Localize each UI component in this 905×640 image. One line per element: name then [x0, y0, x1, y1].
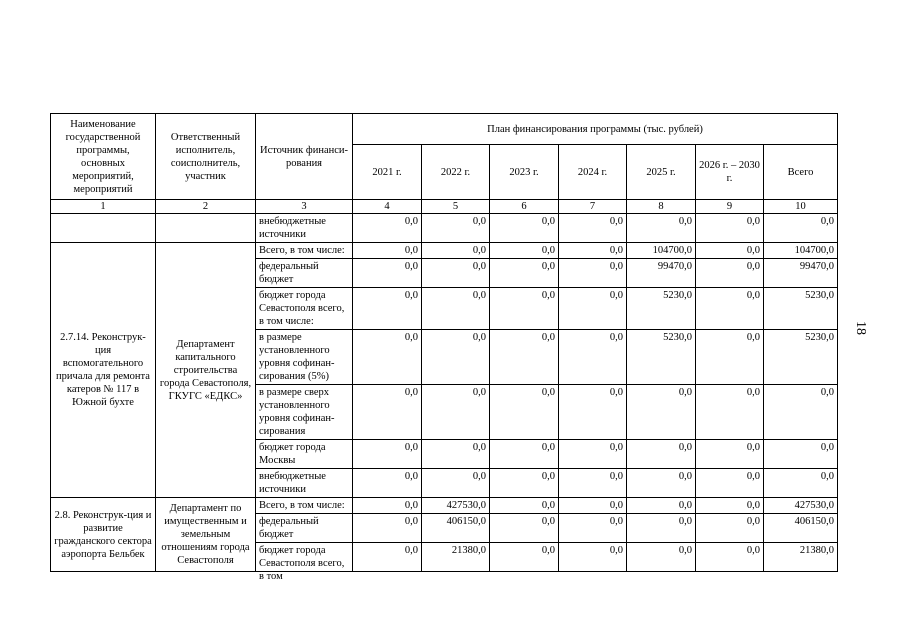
- column-index: 3: [256, 200, 353, 214]
- value-cell: 0,0: [696, 259, 764, 288]
- value-cell: 0,0: [627, 543, 696, 572]
- table-row: [51, 498, 838, 514]
- value-cell: 0,0: [696, 330, 764, 385]
- header-year: 2026 г. – 2030 г.: [696, 145, 764, 200]
- value-cell: 5230,0: [764, 288, 838, 330]
- executor-cell: Департамент капитального строительства города Севастополя, ГКУГС «ЕДКС»: [156, 243, 256, 498]
- value-cell: 0,0: [490, 385, 559, 440]
- value-cell: 0,0: [627, 498, 696, 514]
- header-total: Всего: [764, 145, 838, 200]
- header-year: 2022 г.: [422, 145, 490, 200]
- value-cell: 0,0: [490, 440, 559, 469]
- value-cell: 0,0: [490, 259, 559, 288]
- financing-table: [50, 113, 838, 582]
- program-name-cell: 2.8. Реконструк-ция и развитие гражданского сектора аэропорта Бельбек: [51, 498, 156, 572]
- source-cell: в размере сверх установленного уровня софинан-сирования: [256, 385, 353, 440]
- value-cell: 21380,0: [422, 543, 490, 572]
- column-index: 1: [51, 200, 156, 214]
- value-cell: 0,0: [353, 330, 422, 385]
- header-year: 2025 г.: [627, 145, 696, 200]
- value-cell: 104700,0: [764, 243, 838, 259]
- value-cell: 406150,0: [422, 514, 490, 543]
- value-cell: 0,0: [696, 243, 764, 259]
- value-cell: 0,0: [353, 243, 422, 259]
- source-cell: внебюджетные источники: [256, 214, 353, 243]
- value-cell: 5230,0: [764, 330, 838, 385]
- value-cell: 0,0: [696, 288, 764, 330]
- value-cell: 0,0: [490, 543, 559, 572]
- executor-cell-empty: [156, 214, 256, 243]
- value-cell: 427530,0: [764, 498, 838, 514]
- value-cell: 0,0: [353, 498, 422, 514]
- value-cell: 427530,0: [422, 498, 490, 514]
- value-cell: 5230,0: [627, 288, 696, 330]
- value-cell: 0,0: [490, 498, 559, 514]
- value-cell: 0,0: [353, 214, 422, 243]
- value-cell: 0,0: [353, 514, 422, 543]
- column-index: 10: [764, 200, 838, 214]
- header-year: 2024 г.: [559, 145, 627, 200]
- column-index: 5: [422, 200, 490, 214]
- value-cell: 0,0: [422, 440, 490, 469]
- value-cell: 0,0: [422, 288, 490, 330]
- value-cell: 0,0: [490, 330, 559, 385]
- value-cell: 0,0: [696, 498, 764, 514]
- value-cell: 0,0: [627, 214, 696, 243]
- source-cell: [256, 543, 353, 582]
- value-cell: 0,0: [696, 214, 764, 243]
- value-cell: 0,0: [627, 469, 696, 498]
- value-cell: 0,0: [696, 543, 764, 572]
- value-cell: 0,0: [353, 288, 422, 330]
- header-executor: Ответственный исполнитель, соисполнитель, участник: [156, 114, 256, 200]
- column-index: 2: [156, 200, 256, 214]
- column-index: 7: [559, 200, 627, 214]
- value-cell: 0,0: [627, 385, 696, 440]
- value-cell: 0,0: [490, 288, 559, 330]
- value-cell: 0,0: [559, 214, 627, 243]
- header-row: [51, 114, 838, 145]
- header-year: 2021 г.: [353, 145, 422, 200]
- value-cell: 0,0: [422, 259, 490, 288]
- value-cell: 0,0: [559, 543, 627, 572]
- value-cell: 0,0: [353, 385, 422, 440]
- source-cell: Всего, в том числе:: [256, 243, 353, 259]
- value-cell: 0,0: [627, 514, 696, 543]
- value-cell: 0,0: [764, 385, 838, 440]
- value-cell: 5230,0: [627, 330, 696, 385]
- value-cell: 0,0: [696, 514, 764, 543]
- value-cell: 0,0: [559, 440, 627, 469]
- value-cell: 0,0: [353, 469, 422, 498]
- source-cell: бюджет города Севастополя всего, в том числе:: [256, 288, 353, 330]
- value-cell: 0,0: [490, 469, 559, 498]
- value-cell: 104700,0: [627, 243, 696, 259]
- column-index: 6: [490, 200, 559, 214]
- value-cell: 0,0: [764, 469, 838, 498]
- source-cell: в размере установленного уровня софинан-сирования (5%): [256, 330, 353, 385]
- value-cell: 0,0: [764, 214, 838, 243]
- source-cell: Всего, в том числе:: [256, 498, 353, 514]
- value-cell: 0,0: [696, 469, 764, 498]
- value-cell: 0,0: [559, 498, 627, 514]
- source-cell: внебюджетные источники: [256, 469, 353, 498]
- value-cell: 0,0: [696, 385, 764, 440]
- value-cell: 0,0: [422, 243, 490, 259]
- value-cell: 0,0: [422, 214, 490, 243]
- value-cell: 0,0: [422, 330, 490, 385]
- header-plan-title: План финансирования программы (тыс. рублей): [353, 114, 838, 145]
- table-row: [51, 214, 838, 243]
- source-cell: бюджет города Москвы: [256, 440, 353, 469]
- value-cell: 99470,0: [627, 259, 696, 288]
- value-cell: 0,0: [559, 514, 627, 543]
- program-name-cell: 2.7.14. Реконструк-ция вспомогательного причала для ремонта катеров № 117 в Южной бухте: [51, 243, 156, 498]
- value-cell: 0,0: [559, 469, 627, 498]
- source-cell: федеральный бюджет: [256, 259, 353, 288]
- value-cell: 0,0: [353, 440, 422, 469]
- name-cell-empty: [51, 214, 156, 243]
- source-text: бюджет города Севастополя всего, в том: [259, 545, 345, 582]
- column-index-row: [51, 200, 838, 214]
- value-cell: 21380,0: [764, 543, 838, 572]
- value-cell: 0,0: [559, 243, 627, 259]
- value-cell: 0,0: [559, 385, 627, 440]
- column-index: 9: [696, 200, 764, 214]
- value-cell: 99470,0: [764, 259, 838, 288]
- value-cell: 0,0: [490, 214, 559, 243]
- executor-cell: Департамент по имущественным и земельным отношениям города Севастополя: [156, 498, 256, 572]
- page-number: 18: [853, 321, 868, 335]
- value-cell: 0,0: [559, 259, 627, 288]
- value-cell: 0,0: [490, 514, 559, 543]
- value-cell: 0,0: [696, 440, 764, 469]
- table-row: [51, 243, 838, 259]
- value-cell: 0,0: [353, 259, 422, 288]
- value-cell: 0,0: [559, 288, 627, 330]
- value-cell: 0,0: [559, 330, 627, 385]
- value-cell: 0,0: [764, 440, 838, 469]
- value-cell: 0,0: [422, 469, 490, 498]
- value-cell: 0,0: [422, 385, 490, 440]
- header-name: Наименование государственной программы, основных мероприятий, мероприятий: [51, 114, 156, 200]
- value-cell: 0,0: [627, 440, 696, 469]
- value-cell: 0,0: [353, 543, 422, 572]
- column-index: 4: [353, 200, 422, 214]
- value-cell: 0,0: [490, 243, 559, 259]
- header-year: 2023 г.: [490, 145, 559, 200]
- value-cell: 406150,0: [764, 514, 838, 543]
- header-source: Источник финанси-рования: [256, 114, 353, 200]
- source-cell: федеральный бюджет: [256, 514, 353, 543]
- column-index: 8: [627, 200, 696, 214]
